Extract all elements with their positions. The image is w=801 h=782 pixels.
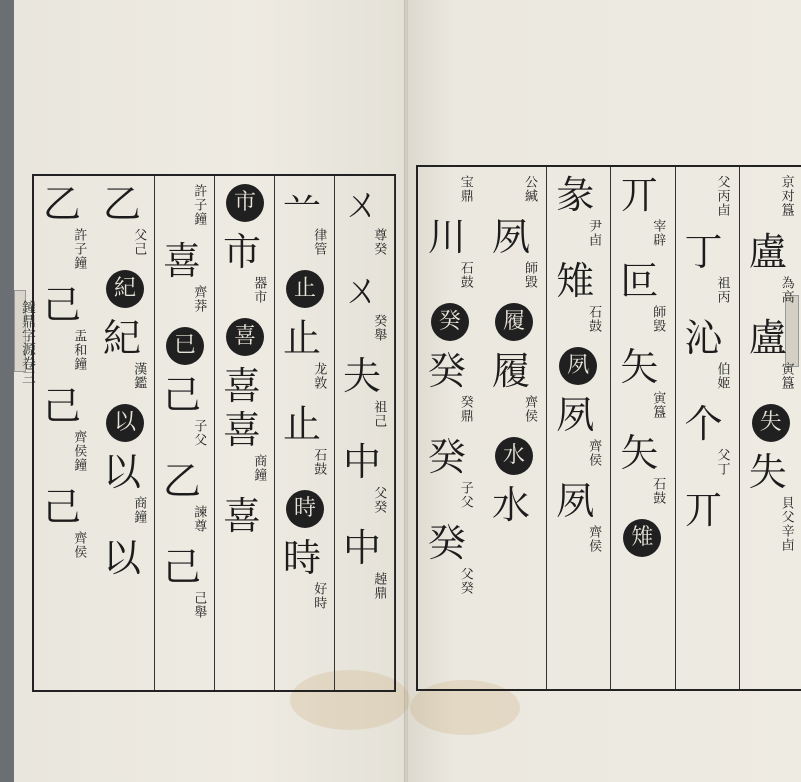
source-note: 父癸 [371, 486, 387, 514]
seal-glyph: 丌 [620, 173, 659, 217]
source-note: 祖己 [371, 400, 387, 428]
seal-glyph: 喜 [223, 364, 262, 408]
source-note: 子父 [457, 481, 473, 509]
disc-character: 雉 [623, 519, 661, 557]
seal-glyph: 矢 [620, 345, 659, 389]
source-note: 好時 [311, 582, 327, 610]
disc-character: 時 [286, 490, 324, 528]
source-note: 父癸 [457, 567, 473, 595]
seal-glyph: 夫 [343, 354, 382, 398]
source-note: 石鼓 [311, 448, 327, 476]
seal-glyph: 丌 [684, 488, 723, 532]
seal-glyph: ㄨ [343, 268, 382, 312]
text-column [611, 167, 676, 689]
source-note: 尹卣 [586, 219, 602, 247]
character-disc [166, 327, 204, 365]
seal-glyph: 市 [223, 230, 262, 274]
source-note: 律管 [311, 228, 327, 256]
character-disc [106, 404, 144, 442]
source-note: 齊侯 [521, 395, 537, 423]
source-note: 宝鼎 [457, 175, 473, 203]
seal-glyph: 雉 [556, 259, 595, 303]
seal-glyph: 紀 [103, 316, 142, 360]
seal-glyph: 癸 [427, 521, 466, 565]
seal-glyph: 矢 [620, 431, 659, 475]
source-note: 諫尊 [191, 505, 207, 533]
source-note: 父己 [131, 228, 147, 256]
text-column [214, 176, 275, 690]
source-note: 齊侯 [586, 525, 602, 553]
disc-character: 紀 [106, 270, 144, 308]
source-note: 父丁 [714, 448, 730, 476]
source-note: 齊侯鐘 [71, 430, 87, 472]
seal-glyph: 履 [492, 349, 531, 393]
seal-glyph: 盧 [748, 316, 787, 360]
text-column [154, 176, 215, 690]
seal-glyph: 个 [684, 402, 723, 446]
source-note: 己舉 [191, 591, 207, 619]
source-note: 貝父辛卣 [778, 496, 794, 552]
seal-glyph: 時 [283, 536, 322, 580]
disc-character: 癸 [431, 303, 469, 341]
seal-glyph: 叵 [620, 259, 659, 303]
source-note: 祖丙 [714, 276, 730, 304]
text-column [274, 176, 335, 690]
text-column [418, 167, 482, 689]
text-column [334, 176, 395, 690]
source-note: 石鼓 [586, 305, 602, 333]
seal-glyph: 喜 [223, 494, 262, 538]
source-note: 尊癸 [371, 228, 387, 256]
text-column [482, 167, 547, 689]
source-note: 石鼓 [650, 477, 666, 505]
text-column [546, 167, 611, 689]
source-note: 癸舉 [371, 314, 387, 342]
source-note: 伯姬 [714, 362, 730, 390]
seal-glyph: 以 [103, 450, 142, 494]
disc-character: 水 [495, 437, 533, 475]
seal-glyph: 彖 [556, 173, 595, 217]
source-note: 商鐘 [251, 454, 267, 482]
left-side-label: 鐘鼎字源卷三 [20, 300, 36, 384]
seal-glyph: 沁 [684, 316, 723, 360]
disc-character: 喜 [226, 318, 264, 356]
character-disc [495, 303, 533, 341]
character-disc [286, 490, 324, 528]
seal-glyph: 止 [283, 402, 322, 446]
character-disc [106, 270, 144, 308]
source-note: 宰辟 [650, 219, 666, 247]
seal-glyph: 䒑 [283, 182, 322, 226]
disc-character: 市 [226, 184, 264, 222]
source-note: 寅簋 [650, 391, 666, 419]
disc-character: 失 [752, 404, 790, 442]
seal-glyph: 失 [748, 450, 787, 494]
seal-glyph: 癸 [427, 435, 466, 479]
character-disc [495, 437, 533, 475]
character-disc [752, 404, 790, 442]
source-note: 許子鐘 [191, 184, 207, 226]
source-note: 父丙卣 [714, 175, 730, 217]
right-text-frame [416, 165, 801, 691]
seal-glyph: 乙 [43, 182, 82, 226]
left-text-frame [32, 174, 396, 692]
seal-glyph: 以 [103, 536, 142, 580]
character-disc [226, 184, 264, 222]
seal-glyph: 己 [163, 373, 202, 417]
seal-glyph: 癸 [427, 349, 466, 393]
character-disc [559, 347, 597, 385]
seal-glyph: 夙 [556, 479, 595, 523]
seal-glyph: 己 [43, 384, 82, 428]
seal-glyph: 止 [283, 316, 322, 360]
seal-glyph: 乙 [103, 182, 142, 226]
character-disc [431, 303, 469, 341]
source-note: 子父 [191, 419, 207, 447]
seal-glyph: 己 [43, 485, 82, 529]
source-note: 京对簋 [778, 175, 794, 217]
text-column [675, 167, 740, 689]
seal-glyph: 丁 [684, 230, 723, 274]
seal-glyph: 喜 [223, 408, 262, 452]
seal-glyph: 己 [163, 545, 202, 589]
seal-glyph: 中 [343, 440, 382, 484]
source-note: 齊莽 [191, 285, 207, 313]
text-column [739, 167, 801, 689]
seal-glyph: 川 [427, 215, 466, 259]
seal-glyph: 乙 [163, 459, 202, 503]
disc-character: 止 [286, 270, 324, 308]
seal-glyph: 夙 [556, 393, 595, 437]
source-note: 許子鐘 [71, 228, 87, 270]
seal-glyph: 喜 [163, 239, 202, 283]
seal-glyph: 盧 [748, 230, 787, 274]
source-note: 齊侯 [71, 531, 87, 559]
disc-character: 夙 [559, 347, 597, 385]
source-note: 寅簋 [778, 362, 794, 390]
disc-character: 已 [166, 327, 204, 365]
source-note: 漢鑑 [131, 362, 147, 390]
seal-glyph: 己 [43, 283, 82, 327]
character-disc [286, 270, 324, 308]
text-column [34, 176, 94, 690]
character-disc [226, 318, 264, 356]
seal-glyph: ㄨ [343, 182, 382, 226]
source-note: 盂和鐘 [71, 329, 87, 371]
seal-glyph: 水 [492, 483, 531, 527]
source-note: 師毀 [521, 261, 537, 289]
source-note: 癸鼎 [457, 395, 473, 423]
disc-character: 以 [106, 404, 144, 442]
character-disc [623, 519, 661, 557]
source-note: 師毀 [650, 305, 666, 333]
source-note: 為高 [778, 276, 794, 304]
book-gutter [404, 0, 408, 782]
source-note: 石鼓 [457, 261, 473, 289]
source-note: 器市 [251, 276, 267, 304]
source-note: 趠鼎 [371, 572, 387, 600]
source-note: 商鐘 [131, 496, 147, 524]
text-column [94, 176, 155, 690]
disc-character: 履 [495, 303, 533, 341]
source-note: 齊侯 [586, 439, 602, 467]
seal-glyph: 中 [343, 526, 382, 570]
seal-glyph: 夙 [492, 215, 531, 259]
source-note: 公緘 [521, 175, 537, 203]
source-note: 龙敦 [311, 362, 327, 390]
